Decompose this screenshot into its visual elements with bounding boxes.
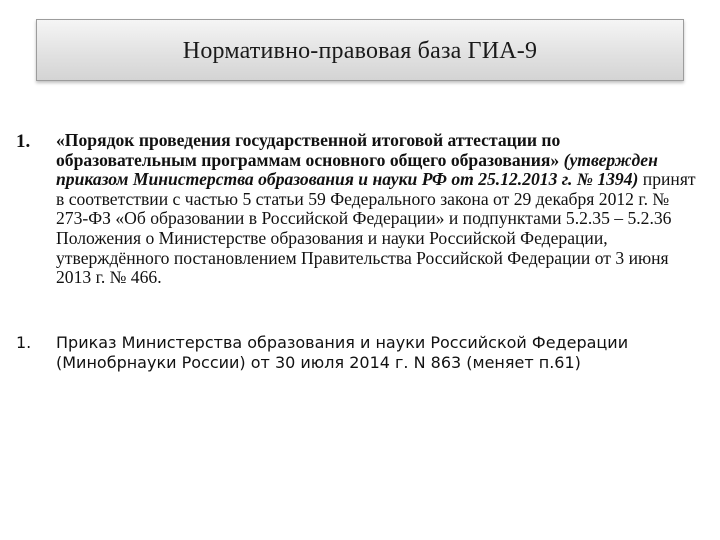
page-title: Нормативно-правовая база ГИА-9 (182, 37, 538, 64)
list-item-2 (16, 333, 696, 373)
list-item-1 (16, 131, 696, 288)
document-basis-text: принят в соответствии с частью 5 статьи 59 Федерального закона от 29 декабря 2012 г. № 273-ФЗ «Об образовании в Российской Федерации» и подпунктами 5.2.35 – 5.2.36 Положения о Министерстве образования и науки Российской Федерации, утверждённого постановлением Правительства Российской Федерации от 3 июня 2013 г. № 466. (56, 169, 696, 288)
document-title-text: «Порядок проведения государственной итоговой аттестации по образовательным программам основного общего образования» (56, 130, 561, 170)
title-banner (36, 19, 684, 81)
list-item-number: 1. (16, 131, 31, 152)
list-item-number: 1. (16, 333, 32, 352)
document-approval-text: (утвержден приказом Министерства образования и науки РФ от 25.12.2013 г. № 1394) (56, 149, 658, 190)
list-item-text: Приказ Министерства образования и науки Российской Федерации (Минобрнауки России) от 30 июля 2014 г. N 863 (меняет п.61) (56, 333, 629, 372)
list-item-text (56, 131, 696, 288)
